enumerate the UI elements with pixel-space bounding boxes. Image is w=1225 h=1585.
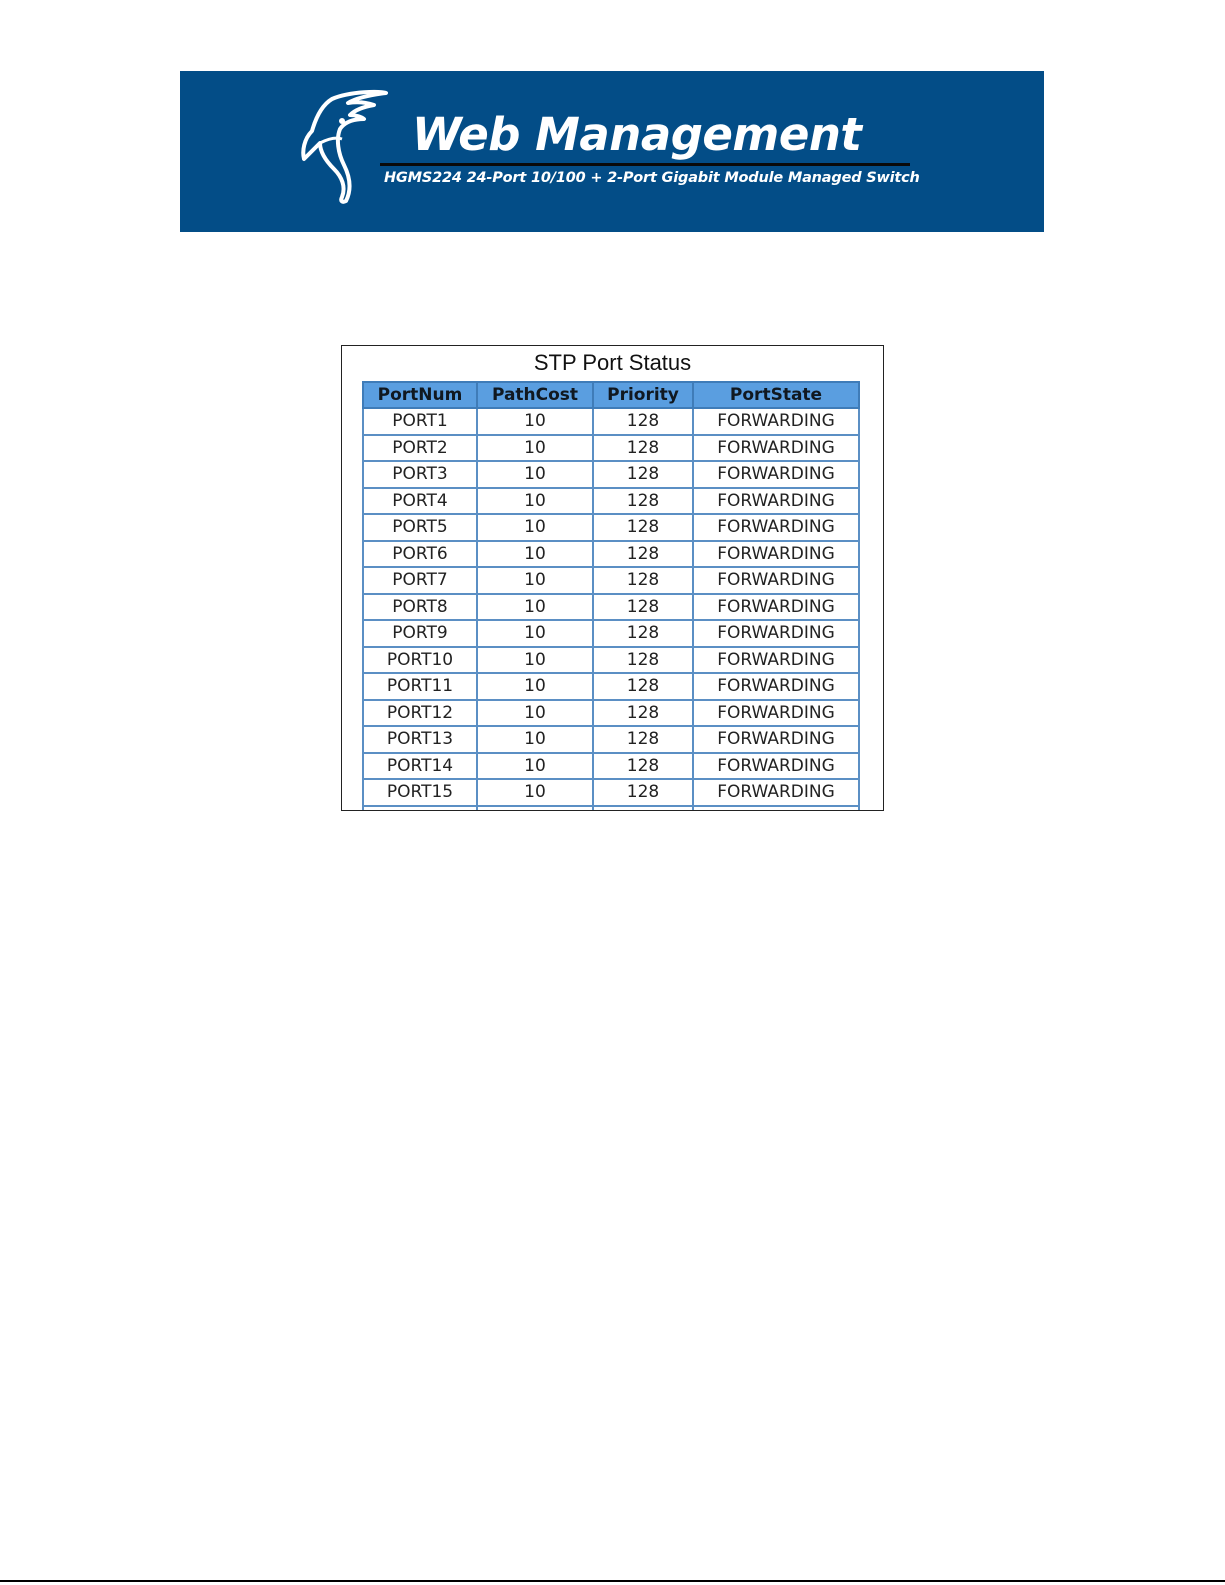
cell-priority: 128 [593, 779, 693, 806]
table-header-row [363, 382, 859, 408]
table-row [363, 488, 859, 515]
table-row [363, 779, 859, 806]
cell-pathcost: 10 [477, 647, 593, 674]
banner-title: Web Management [412, 108, 862, 161]
cell-pathcost: 10 [477, 408, 593, 435]
cell-portnum: PORT11 [363, 673, 477, 700]
cell-pathcost: 10 [477, 567, 593, 594]
cell-pathcost: 10 [477, 461, 593, 488]
table-row [363, 435, 859, 462]
cell-priority: 128 [593, 700, 693, 727]
cell-portstate: FORWARDING [693, 753, 859, 780]
table-row [363, 700, 859, 727]
banner-subtitle: HGMS224 24-Port 10/100 + 2-Port Gigabit Module Managed Switch [384, 170, 920, 186]
cell-priority: 128 [593, 488, 693, 515]
cell-portstate: FORWARDING [693, 408, 859, 435]
header-banner [180, 71, 1044, 232]
cell-pathcost: 10 [477, 514, 593, 541]
cell-portstate: FORWARDING [693, 620, 859, 647]
cell-portnum: PORT14 [363, 753, 477, 780]
cell-portnum: PORT3 [363, 461, 477, 488]
cell-portstate: FORWARDING [693, 541, 859, 568]
cell-pathcost: 10 [477, 753, 593, 780]
cell-portstate: FORWARDING [693, 594, 859, 621]
cell-portnum: PORT2 [363, 435, 477, 462]
cell-portstate: FORWARDING [693, 514, 859, 541]
table-row [363, 620, 859, 647]
cell-priority: 128 [593, 435, 693, 462]
column-header-portstate: PortState [693, 382, 859, 408]
cell-priority: 128 [593, 673, 693, 700]
cell-portnum: PORT1 [363, 408, 477, 435]
cell-pathcost: 10 [477, 435, 593, 462]
cell-priority: 128 [593, 620, 693, 647]
cell-portstate: FORWARDING [693, 779, 859, 806]
cell-pathcost: 10 [477, 620, 593, 647]
cell-empty [693, 806, 859, 812]
cell-pathcost: 10 [477, 541, 593, 568]
cell-pathcost: 10 [477, 779, 593, 806]
banner-divider [380, 163, 910, 166]
cell-portnum: PORT6 [363, 541, 477, 568]
cell-portstate: FORWARDING [693, 673, 859, 700]
stp-port-table [362, 381, 860, 811]
cell-portstate: FORWARDING [693, 700, 859, 727]
cell-portnum: PORT13 [363, 726, 477, 753]
table-row [363, 673, 859, 700]
cell-portnum: PORT8 [363, 594, 477, 621]
cell-priority: 128 [593, 514, 693, 541]
cell-portstate: FORWARDING [693, 567, 859, 594]
table-row [363, 541, 859, 568]
cell-priority: 128 [593, 541, 693, 568]
cell-empty [477, 806, 593, 812]
cell-portstate: FORWARDING [693, 488, 859, 515]
table-row [363, 726, 859, 753]
cell-pathcost: 10 [477, 594, 593, 621]
cell-pathcost: 10 [477, 673, 593, 700]
cell-priority: 128 [593, 461, 693, 488]
cell-priority: 128 [593, 408, 693, 435]
stp-port-status-panel [341, 345, 884, 811]
cell-portnum: PORT9 [363, 620, 477, 647]
cell-portnum: PORT7 [363, 567, 477, 594]
table-row [363, 753, 859, 780]
table-row [363, 567, 859, 594]
cell-priority: 128 [593, 567, 693, 594]
eagle-icon [298, 89, 388, 207]
cell-portnum: PORT12 [363, 700, 477, 727]
cell-portstate: FORWARDING [693, 726, 859, 753]
cell-portstate: FORWARDING [693, 461, 859, 488]
cell-portstate: FORWARDING [693, 435, 859, 462]
table-row [363, 461, 859, 488]
cell-portnum: PORT10 [363, 647, 477, 674]
page-footer-rule [0, 1580, 1225, 1582]
cell-portnum: PORT15 [363, 779, 477, 806]
cell-pathcost: 10 [477, 488, 593, 515]
cell-portstate: FORWARDING [693, 647, 859, 674]
cell-priority: 128 [593, 594, 693, 621]
cell-empty [593, 806, 693, 812]
table-row [363, 594, 859, 621]
table-row [363, 514, 859, 541]
table-row [363, 408, 859, 435]
cell-pathcost: 10 [477, 726, 593, 753]
cell-priority: 128 [593, 726, 693, 753]
table-row [363, 647, 859, 674]
cell-priority: 128 [593, 753, 693, 780]
cell-priority: 128 [593, 647, 693, 674]
table-row-partial [363, 806, 859, 812]
cell-portnum: PORT4 [363, 488, 477, 515]
cell-empty [363, 806, 477, 812]
cell-portnum: PORT5 [363, 514, 477, 541]
column-header-portnum: PortNum [363, 382, 477, 408]
cell-pathcost: 10 [477, 700, 593, 727]
panel-title: STP Port Status [533, 350, 692, 375]
column-header-pathcost: PathCost [477, 382, 593, 408]
column-header-priority: Priority [593, 382, 693, 408]
